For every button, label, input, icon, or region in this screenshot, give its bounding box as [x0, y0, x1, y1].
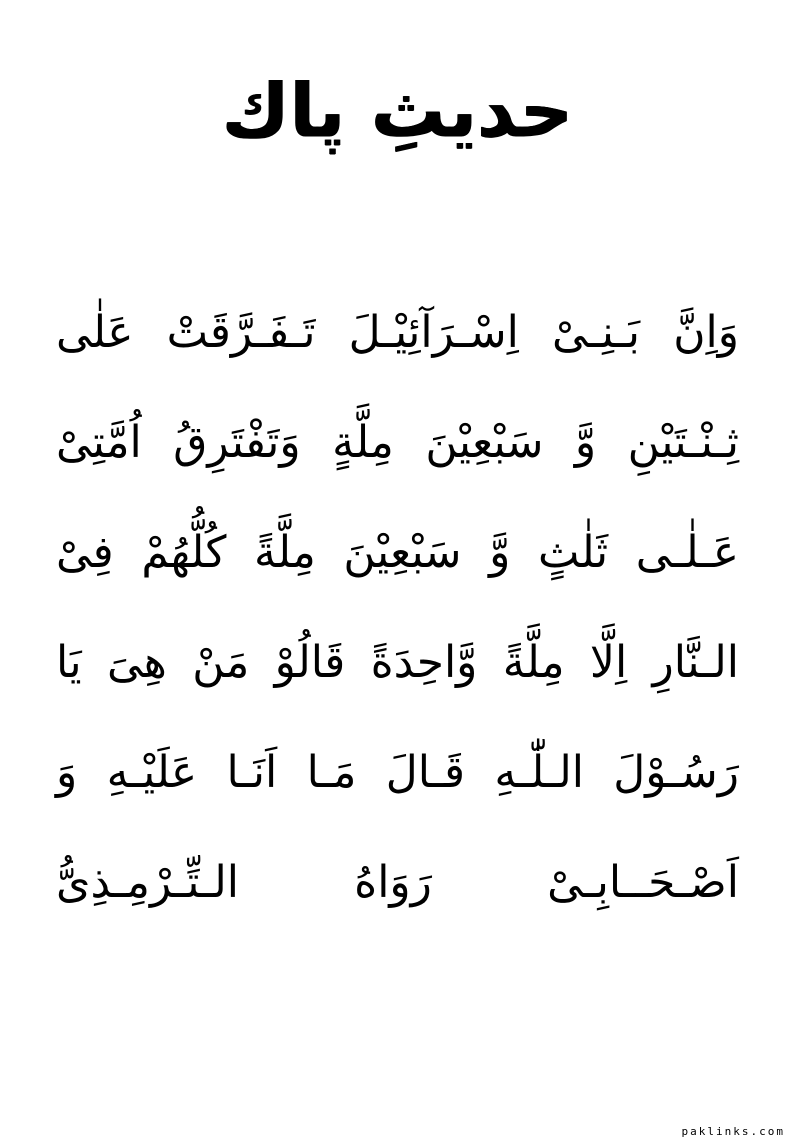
hadith-line: وَاِنَّ بَـنِـىْ اِسْـرَآئِيْـلَ تَـفَـرَّقَتْ عَلٰى	[56, 307, 739, 358]
hadith-line: اَصْـحَــابِـىْ رَوَاهُ الـتِّـرْمِـذِىُّ	[56, 857, 739, 908]
page-title: حديثِ پاك	[221, 68, 574, 154]
hadith-line: رَسُـوْلَ الـلّٰـهِ قَـالَ مَـا اَنَـا عَلَيْـهِ وَ	[56, 747, 739, 798]
watermark: paklinks.com	[681, 1125, 785, 1138]
hadith-line: عَـلٰـى ثَلٰثٍ وَّ سَبْعِيْنَ مِلَّةً كُلُّهُمْ فِىْ	[56, 527, 739, 578]
hadith-line: ثِـنْـتَيْنِ وَّ سَبْعِيْنَ مِلَّةٍ وَتَفْتَرِقُ اُمَّتِىْ	[56, 417, 739, 468]
hadith-line: الـنَّارِ اِلَّا مِلَّةً وَّاحِدَةً قَالُوْ مَنْ هِىَ يَا	[56, 637, 739, 688]
hadith-text-block	[56, 278, 739, 938]
